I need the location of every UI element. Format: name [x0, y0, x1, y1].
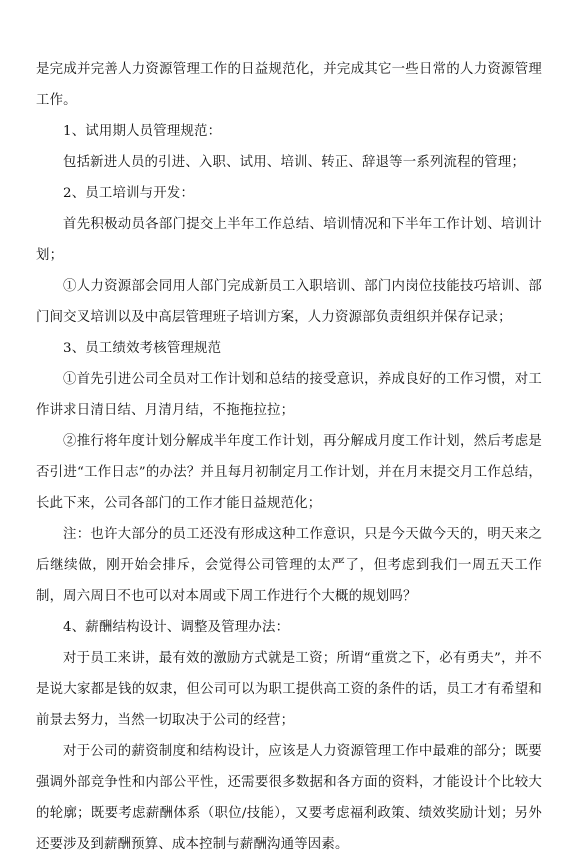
body-paragraph: 对于公司的薪资制度和结构设计，应该是人力资源管理工作中最难的部分；既要强调外部竞争性和内部公平性，还需要很多数据和各方面的资料，才能设计个比较大的轮廓；既要考虑薪酬体系（职位/技能），又要考虑福利政策、绩效奖励计划；另外还要涉及到薪酬预算、成本控制与薪酬沟通等因素。	[36, 744, 542, 852]
body-paragraph: 包括新进人员的引进、入职、试用、培训、转正、辞退等一系列流程的管理；	[63, 155, 526, 170]
body-paragraph: ①首先引进公司全员对工作计划和总结的接受意识，养成良好的工作习惯，对工作讲求日清日结、月清月结，不拖拖拉拉；	[36, 372, 542, 418]
body-paragraph: ①人力资源部会同用人部门完成新员工入职培训、部门内岗位技能技巧培训、部门间交叉培训以及中高层管理班子培训方案，人力资源部负责组织并保存记录；	[36, 279, 542, 325]
body-paragraph: 首先积极动员各部门提交上半年工作总结、培训情况和下半年工作计划、培训计划；	[36, 217, 542, 263]
body-paragraph: ②推行将年度计划分解成半年度工作计划，再分解成月度工作计划，然后考虑是否引进“工作日志”的办法？并且每月初制定月工作计划，并在月末提交月工作总结，长此下来，公司各部门的工作才能日益规范化；	[36, 434, 542, 511]
body-paragraph-intro: 是完成并完善人力资源管理工作的日益规范化，并完成其它一些日常的人力资源管理工作。	[36, 62, 542, 108]
section-heading-compensation: 4、薪酬结构设计、调整及管理办法：	[63, 620, 290, 635]
section-heading-training: 2、员工培训与开发：	[63, 186, 195, 201]
section-heading-performance: 3、员工绩效考核管理规范	[63, 341, 222, 356]
note-paragraph: 注：也许大部分的员工还没有形成这种工作意识，只是今天做今天的，明天来之后继续做，刚开始会排斥，会觉得公司管理的太严了，但考虑到我们一周五天工作制，周六周日不也可以对本周或下周工作进行个大概的规划吗？	[36, 527, 542, 604]
section-heading-probation: 1、试用期人员管理规范：	[63, 124, 222, 139]
body-paragraph: 对于员工来讲，最有效的激励方式就是工资；所谓“重赏之下，必有勇夫”，并不是说大家都是钱的奴隶，但公司可以为职工提供高工资的条件的话，员工才有希望和前景去努力，当然一切取决于公司的经营；	[36, 651, 542, 728]
